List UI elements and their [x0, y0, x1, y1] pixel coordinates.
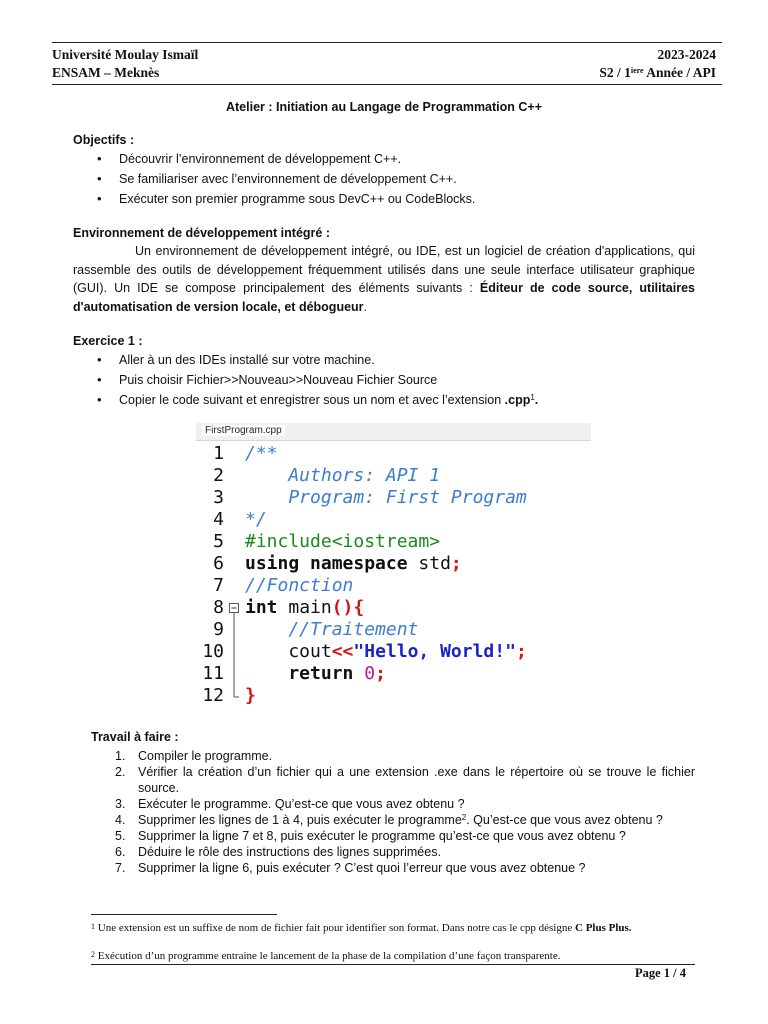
- fold-minus-icon[interactable]: [228, 597, 240, 619]
- code-line-11: 11 return 0;: [202, 663, 386, 684]
- academic-year: 2023-2024: [657, 47, 716, 62]
- code-line-12: 12 }: [202, 685, 256, 706]
- list-item: • Se familiariser avec l’environnement de développement C++.: [73, 169, 693, 189]
- code-line-2: 2 Authors: API 1: [213, 465, 441, 486]
- header-top-rule: [52, 42, 722, 43]
- code-line-4: 4 */: [213, 509, 267, 530]
- list-item: 5. Supprimer la ligne 7 et 8, puis exécuter le programme qu’est-ce que vous avez obtenu ?: [115, 829, 626, 843]
- school-name: ENSAM – Meknès: [52, 65, 160, 80]
- fold-guide-icon: [228, 663, 240, 685]
- ide-heading: Environnement de développement intégré :: [73, 226, 330, 240]
- fold-guide-icon: [228, 619, 240, 641]
- code-line-9: 9 //Traitement: [213, 619, 419, 640]
- list-item: • Aller à un des IDEs installé sur votre machine.: [73, 350, 693, 370]
- list-item: • Exécuter son premier programme sous DevC++ ou CodeBlocks.: [73, 189, 693, 209]
- ide-paragraph: Un environnement de développement intégré, ou IDE, est un logiciel de création d'applications, qui rassemble des outils de développement fréquemment utilisés dans une seule interface utilisateur graphique (GUI). Un IDE se compose principalement des éléments suivants : Éditeur de code source, utilitaires d'automatisation de version locale, et débogueur.: [73, 244, 695, 314]
- exercise-steps: [73, 350, 693, 410]
- ide-components: Éditeur de code source, utilitaires d'automatisation de version locale, et débogueur: [73, 281, 695, 314]
- code-line-1: 1 /**: [213, 443, 278, 464]
- fold-guide-icon: [228, 641, 240, 663]
- page-title: Atelier : Initiation au Langage de Programmation C++: [225, 100, 543, 114]
- work-heading: Travail à faire :: [91, 730, 179, 744]
- list-item: 7. Supprimer la ligne 6, puis exécuter ? C’est quoi l’erreur que vous avez obtenue ?: [115, 861, 586, 875]
- header-bottom-rule: [52, 84, 722, 85]
- code-line-8: 8 int main(){: [213, 597, 365, 618]
- objectives-list: [73, 149, 693, 209]
- work-list: [91, 748, 695, 876]
- footer-rule: [91, 964, 695, 965]
- university-name: Université Moulay Ismaïl: [52, 47, 199, 62]
- list-item: 2. Vérifier la création d’un fichier qui a une extension .exe dans le répertoire où se trouve le fichier source.: [115, 765, 695, 795]
- list-item: 1. Compiler le programme.: [115, 749, 273, 763]
- fold-end-icon: [228, 685, 240, 707]
- footnote-1: $^1$ Une extension est un suffixe de nom de fichier fait pour identifier son format. Dans notre cas le cpp désigne C Plus Plus.: [91, 922, 632, 934]
- code-lines: [196, 443, 527, 707]
- code-line-10: 10 cout<<"Hello, World!";: [202, 641, 527, 662]
- objectives-heading: Objectifs :: [73, 133, 135, 147]
- footnote-2: $^2$ Exécution d’un programme entraine le lancement de la phase de la compilation d’une façon transparente.: [91, 950, 561, 962]
- list-item: • Découvrir l’environnement de développement C++.: [73, 149, 693, 169]
- code-line-3: 3 Program: First Program: [213, 487, 527, 508]
- list-item: 6. Déduire le rôle des instructions des lignes supprimées.: [115, 845, 441, 859]
- exercise-heading: Exercice 1 :: [73, 334, 143, 348]
- file-tab-label: FirstProgram.cpp: [202, 425, 285, 436]
- level-label: $S2 / 1^{iere}$ Année / API: [599, 65, 716, 80]
- list-item: 3. Exécuter le programme. Qu’est-ce que vous avez obtenu ?: [115, 797, 465, 811]
- list-item: 4. Supprimer les lignes de 1 à 4, puis exécuter le programme$^2$. Qu’est-ce que vous avez obtenu ?: [115, 813, 663, 827]
- list-item: • Copier le code suivant et enregistrer sous un nom et avec l’extension .cpp$^1$.: [73, 390, 693, 410]
- list-item: • Puis choisir Fichier>>Nouveau>>Nouveau Fichier Source: [73, 370, 693, 390]
- editor-tab: [196, 423, 591, 441]
- code-line-6: 6 using namespace std;: [213, 553, 462, 574]
- code-line-7: 7 //Fonction: [213, 575, 354, 596]
- page-number: Page 1 / 4: [634, 966, 686, 980]
- code-line-5: 5 #include<iostream>: [213, 531, 441, 552]
- footnote-separator: [91, 914, 277, 915]
- code-screenshot: [196, 423, 591, 713]
